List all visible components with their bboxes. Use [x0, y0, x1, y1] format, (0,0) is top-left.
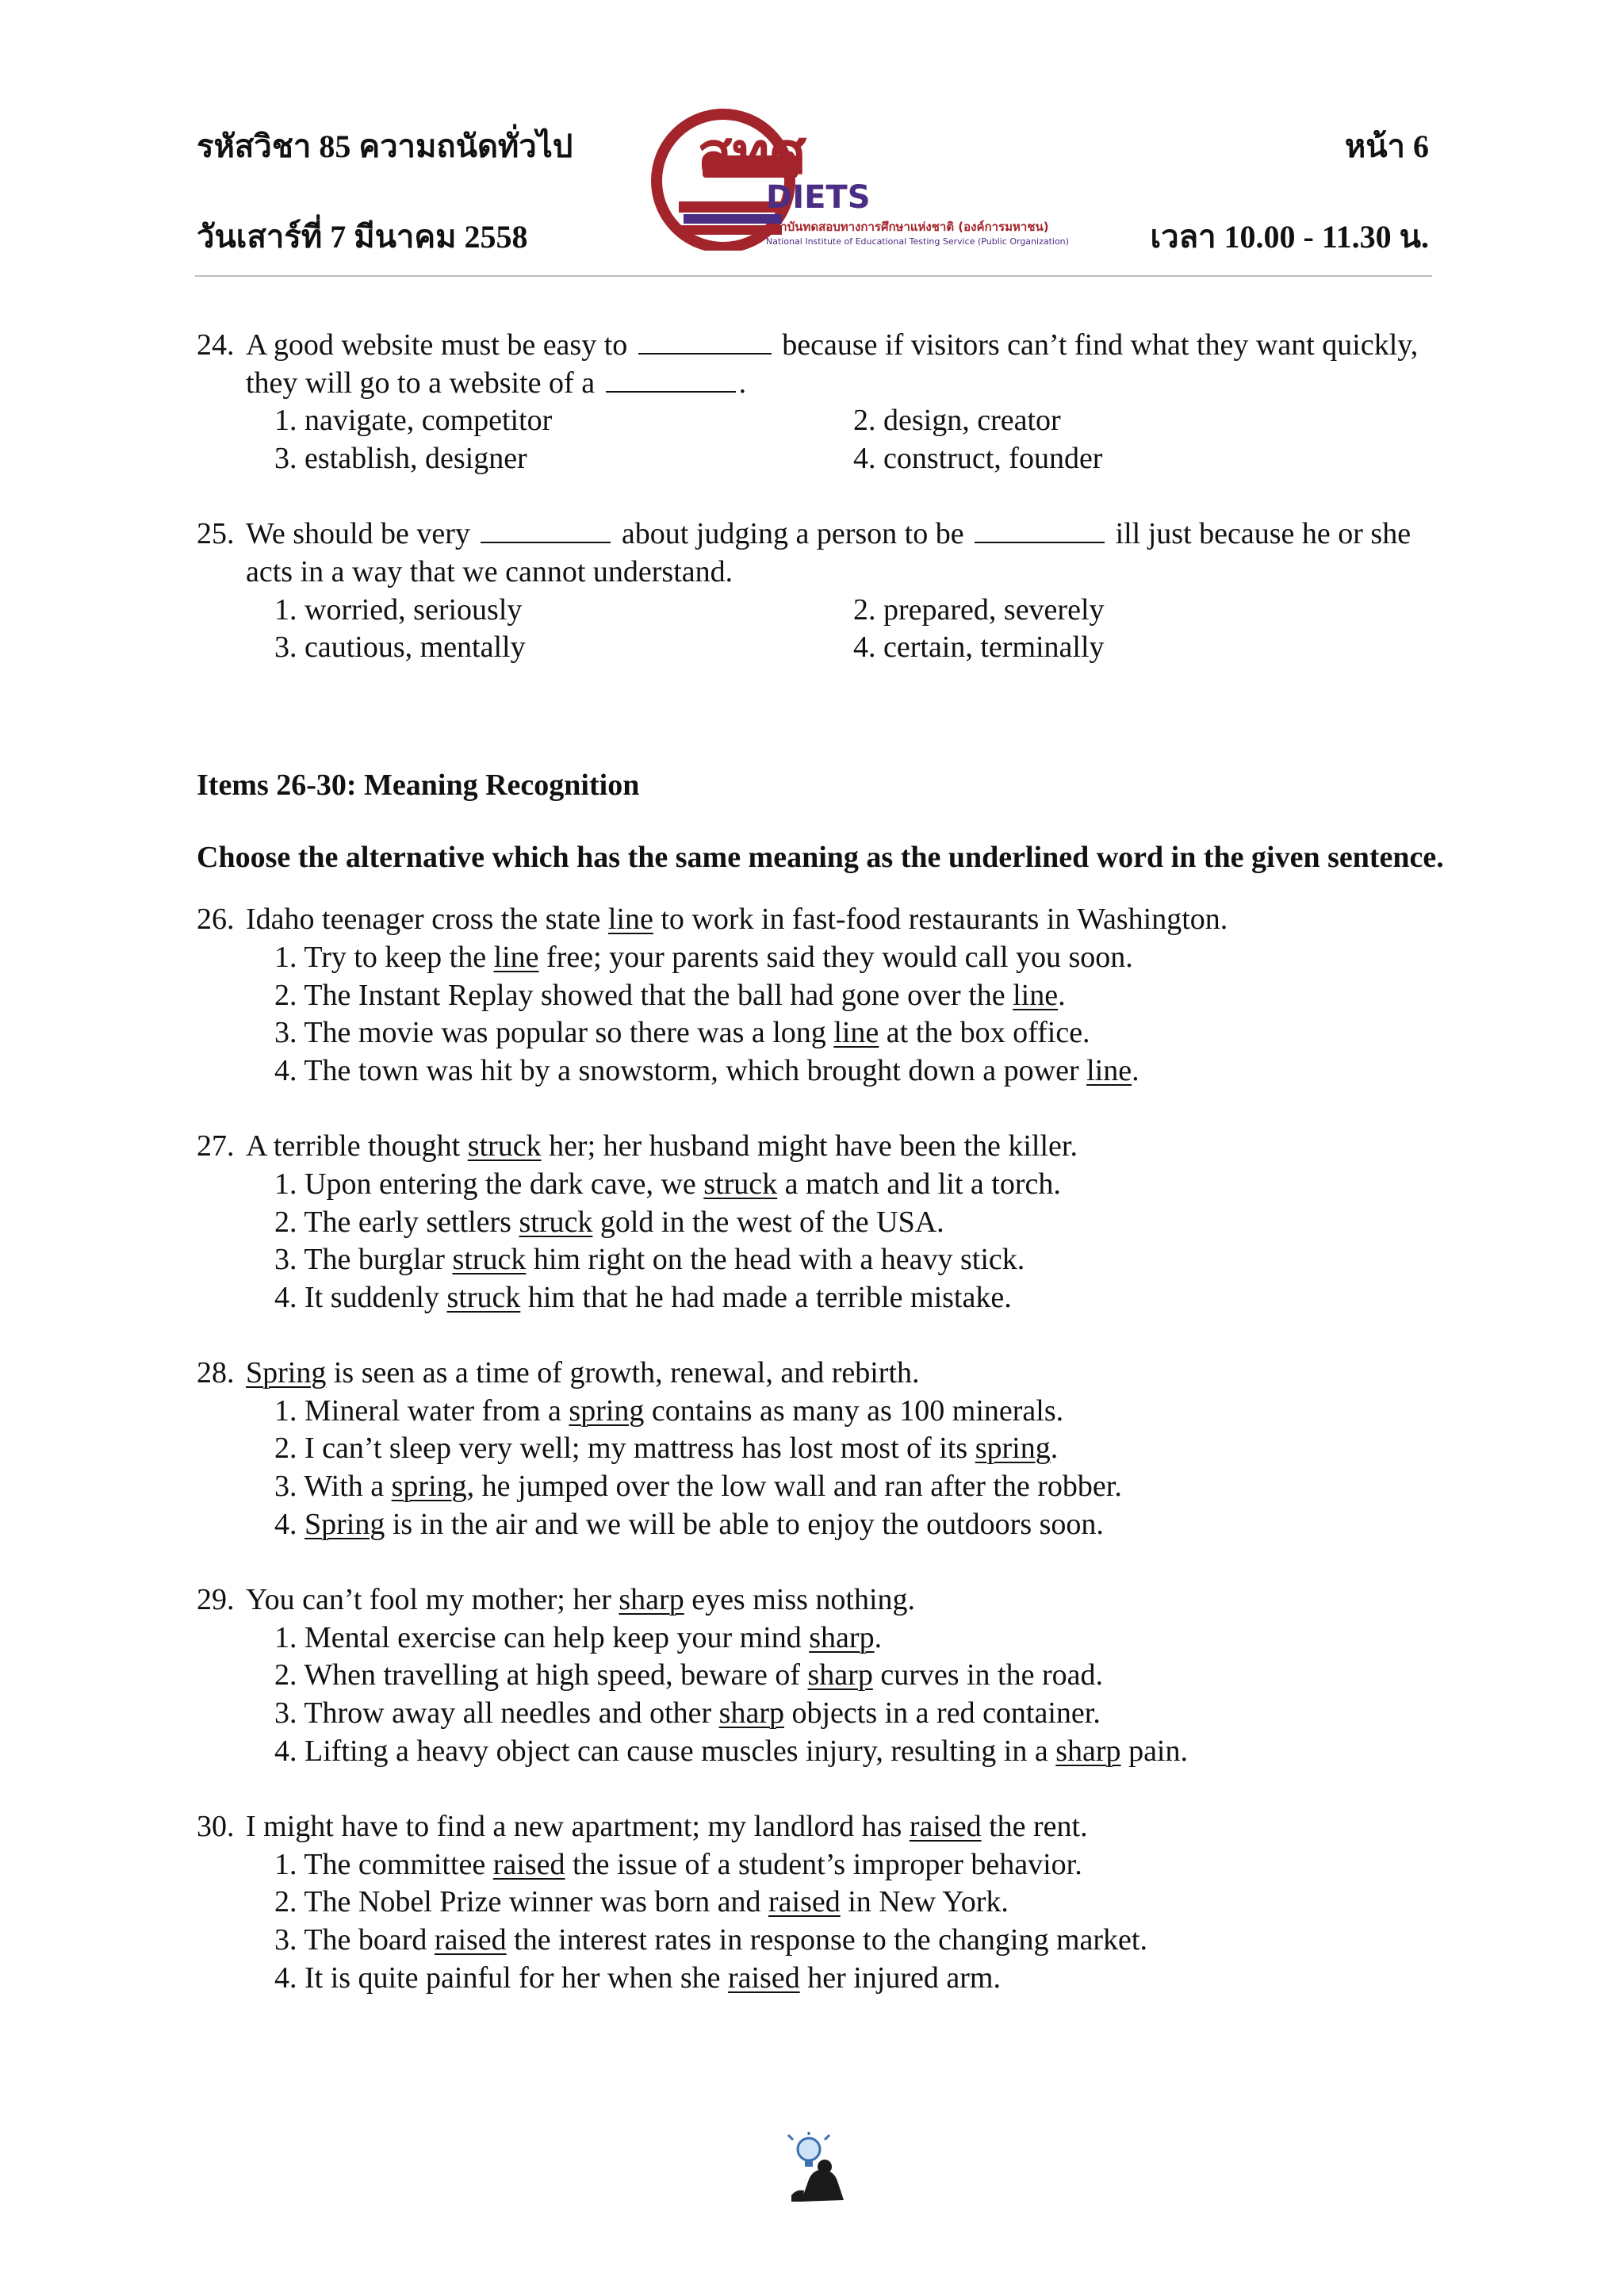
question-stem: A good website must be easy to because if visitors can’t find what they want quickly, they will go to a website of a .	[246, 328, 1419, 400]
option-3[interactable]: 3. With a spring, he jumped over the low wall and ran after the robber.	[274, 1470, 1122, 1504]
question-stem: Spring is seen as a time of growth, renewal, and rebirth.	[246, 1356, 920, 1390]
question-number: 28.	[197, 1356, 235, 1390]
option-4[interactable]: 4. Lifting a heavy object can cause muscles injury, resulting in a sharp pain.	[274, 1734, 1188, 1768]
option-1[interactable]: 1. The committee raised the issue of a student’s improper behavior.	[274, 1847, 1082, 1881]
question-number: 24.	[197, 328, 235, 362]
question-30	[197, 1808, 1450, 1997]
section-title: Items 26-30: Meaning Recognition	[197, 768, 640, 802]
option-4[interactable]: 4. Spring is in the air and we will be able to enjoy the outdoors soon.	[274, 1507, 1104, 1541]
logo-brand: DIETS	[766, 179, 871, 216]
answer-options	[274, 1846, 1450, 1997]
option-4[interactable]: 4. construct, founder	[853, 441, 1103, 475]
option-2[interactable]: 2. I can’t sleep very well; my mattress has lost most of its spring.	[274, 1432, 1059, 1466]
option-1[interactable]: 1. Upon entering the dark cave, we struck a match and lit a torch.	[274, 1167, 1061, 1201]
header-divider	[195, 275, 1432, 277]
answer-options	[274, 1393, 1450, 1543]
question-28	[197, 1355, 1450, 1543]
question-stem: Idaho teenager cross the state line to work in fast-food restaurants in Washington.	[246, 903, 1228, 937]
option-3[interactable]: 3. The movie was popular so there was a long line at the box office.	[274, 1016, 1090, 1050]
question-29	[197, 1581, 1450, 1770]
option-3[interactable]: 3. cautious, mentally	[274, 631, 526, 665]
option-1[interactable]: 1. navigate, competitor	[274, 404, 553, 438]
thinker-lightbulb-icon	[785, 2132, 848, 2203]
subject-code: รหัสวิชา 85 ความถนัดทั่วไป	[197, 128, 573, 164]
option-4[interactable]: 4. It suddenly struck him that he had made a terrible mistake.	[274, 1280, 1012, 1314]
option-2[interactable]: 2. The Instant Replay showed that the ball had gone over the line.	[274, 978, 1066, 1012]
option-4[interactable]: 4. certain, terminally	[853, 631, 1105, 665]
question-number: 30.	[197, 1810, 235, 1844]
exam-content	[197, 327, 1450, 1997]
option-4[interactable]: 4. The town was hit by a snowstorm, which brought down a power line.	[274, 1053, 1139, 1087]
question-number: 29.	[197, 1583, 235, 1617]
answer-options	[274, 402, 1450, 477]
option-2[interactable]: 2. design, creator	[853, 404, 1061, 438]
question-number: 26.	[197, 903, 235, 937]
logo-thai-mark: สทศ	[697, 120, 806, 186]
question-number: 25.	[197, 517, 235, 551]
question-24	[197, 327, 1450, 477]
question-26	[197, 901, 1450, 1090]
question-stem: You can’t fool my mother; her sharp eyes miss nothing.	[246, 1583, 916, 1617]
exam-date: วันเสาร์ที่ 7 มีนาคม 2558	[197, 219, 528, 255]
option-2[interactable]: 2. The Nobel Prize winner was born and raised in New York.	[274, 1885, 1009, 1919]
option-1[interactable]: 1. worried, seriously	[274, 592, 523, 627]
option-2[interactable]: 2. The early settlers struck gold in the west of the USA.	[274, 1205, 944, 1239]
answer-options	[274, 1619, 1450, 1770]
option-4[interactable]: 4. It is quite painful for her when she raised her injured arm.	[274, 1961, 1001, 1995]
section-instruction: Choose the alternative which has the same meaning as the underlined word in the given sentence.	[197, 841, 1444, 875]
question-stem: A terrible thought struck her; her husband might have been the killer.	[246, 1129, 1078, 1163]
diets-logo	[647, 108, 1091, 251]
diets-logo-graphic	[647, 108, 1091, 251]
answer-options	[274, 939, 1450, 1090]
question-stem: I might have to find a new apartment; my landlord has raised the rent.	[246, 1810, 1088, 1844]
exam-time: เวลา 10.00 - 11.30 น.	[1150, 219, 1429, 255]
question-25	[197, 516, 1450, 666]
question-number: 27.	[197, 1129, 235, 1163]
logo-org-thai: สถาบันทดสอบทางการศึกษาแห่งชาติ (องค์การมหาชน)	[766, 220, 1049, 234]
option-1[interactable]: 1. Mental exercise can help keep your mind sharp.	[274, 1620, 883, 1654]
answer-options	[274, 592, 1450, 667]
question-27	[197, 1128, 1450, 1317]
option-1[interactable]: 1. Try to keep the line free; your parents said they would call you soon.	[274, 940, 1133, 974]
option-2[interactable]: 2. prepared, severely	[853, 592, 1105, 627]
option-3[interactable]: 3. establish, designer	[274, 441, 527, 475]
option-2[interactable]: 2. When travelling at high speed, beware of sharp curves in the road.	[274, 1658, 1104, 1692]
page-number: หน้า 6	[1344, 128, 1429, 164]
option-3[interactable]: 3. Throw away all needles and other sharp objects in a red container.	[274, 1696, 1101, 1731]
option-1[interactable]: 1. Mineral water from a spring contains as many as 100 minerals.	[274, 1393, 1064, 1428]
logo-org-english: National Institute of Educational Testing Service (Public Organization)	[766, 236, 1069, 247]
question-stem: We should be very about judging a person to be ill just because he or she acts in a way that we cannot understand.	[246, 517, 1411, 588]
option-3[interactable]: 3. The burglar struck him right on the head with a heavy stick.	[274, 1243, 1025, 1277]
answer-options	[274, 1166, 1450, 1317]
option-3[interactable]: 3. The board raised the interest rates in response to the changing market.	[274, 1923, 1147, 1957]
